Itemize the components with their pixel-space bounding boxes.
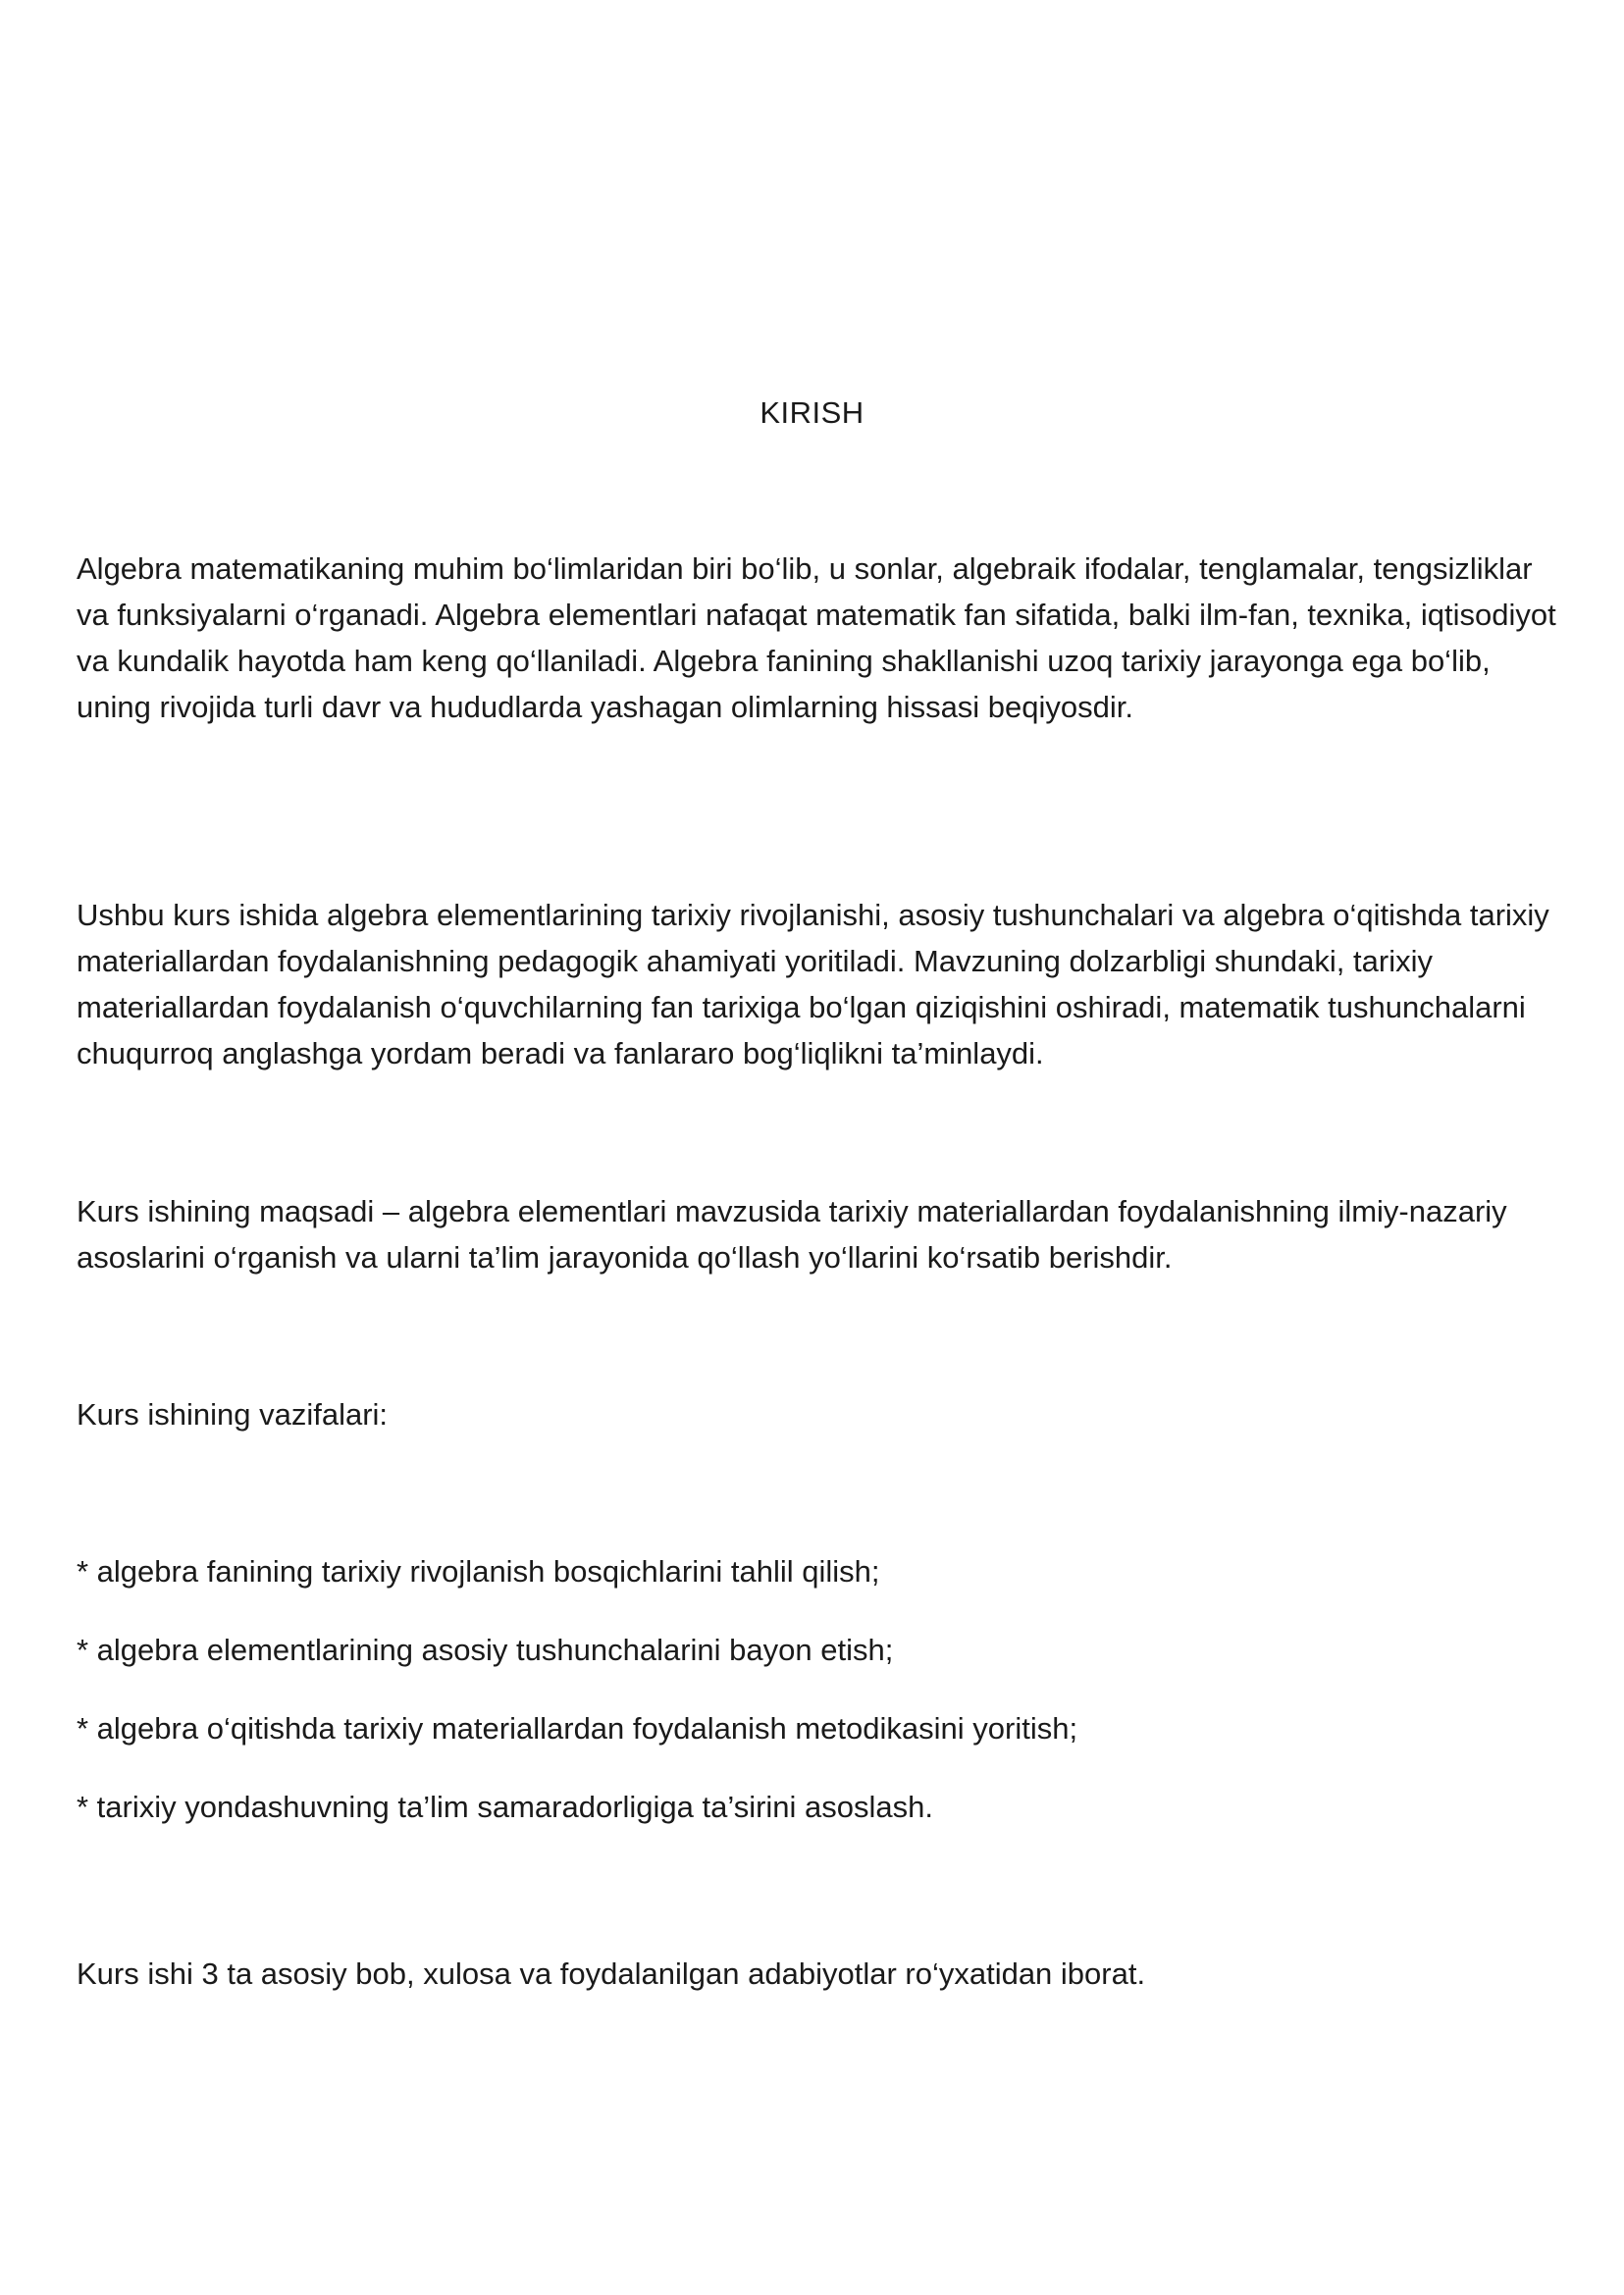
tasks-heading: Kurs ishining vazifalari: [77,1397,389,1432]
list-item: * algebra o‘qitishda tarixiy materiallardan foydalanish metodikasini yoritish; [77,1711,1078,1746]
list-item: * algebra fanining tarixiy rivojlanish bosqichlarini tahlil qilish; [77,1554,880,1589]
list-item: * tarixiy yondashuvning ta’lim samaradorligiga ta’sirini asoslash. [77,1790,934,1824]
tasks-list [77,1548,1558,1862]
list-item: * algebra elementlarining asosiy tushunchalarini bayon etish; [77,1633,894,1667]
intro-paragraph: Algebra matematikaning muhim bo‘limlaridan biri bo‘lib, u sonlar, algebraik ifodalar, tenglamalar, tengsizliklar va funksiyalarni o‘rganadi. Algebra elementlari nafaqat matematik fan sifatida, balki ilm-fan, texnika, iqtisodiyot va kundalik hayotda ham keng qo‘llaniladi. Algebra fanining shakllanishi uzoq tarixiy jarayonga ega bo‘lib, uning rivojida turli davr va hududlarda yashagan olimlarning hissasi beqiyosdir. [77,551,1556,724]
page-title: KIRISH [760,395,864,430]
relevance-paragraph: Ushbu kurs ishida algebra elementlarining tarixiy rivojlanishi, asosiy tushunchalari va algebra o‘qitishda tarixiy materiallardan foydalanishning pedagogik ahamiyati yoritiladi. Mavzuning dolzarbligi shundaki, tarixiy materiallardan foydalanish o‘quvchilarning fan tarixiga bo‘lgan qiziqishini oshiradi, matematik tushunchalarni chuqurroq anglashga yordam beradi va fanlararo bog‘liqlikni ta’minlaydi. [77,898,1549,1070]
structure-paragraph: Kurs ishi 3 ta asosiy bob, xulosa va foydalanilgan adabiyotlar ro‘yxatidan iborat. [77,1956,1146,1991]
goal-paragraph: Kurs ishining maqsadi – algebra elementlari mavzusida tarixiy materiallardan foydalanishning ilmiy-nazariy asoslarini o‘rganish va ularni ta’lim jarayonida qo‘llash yo‘llarini ko‘rsatib berishdir. [77,1194,1507,1275]
